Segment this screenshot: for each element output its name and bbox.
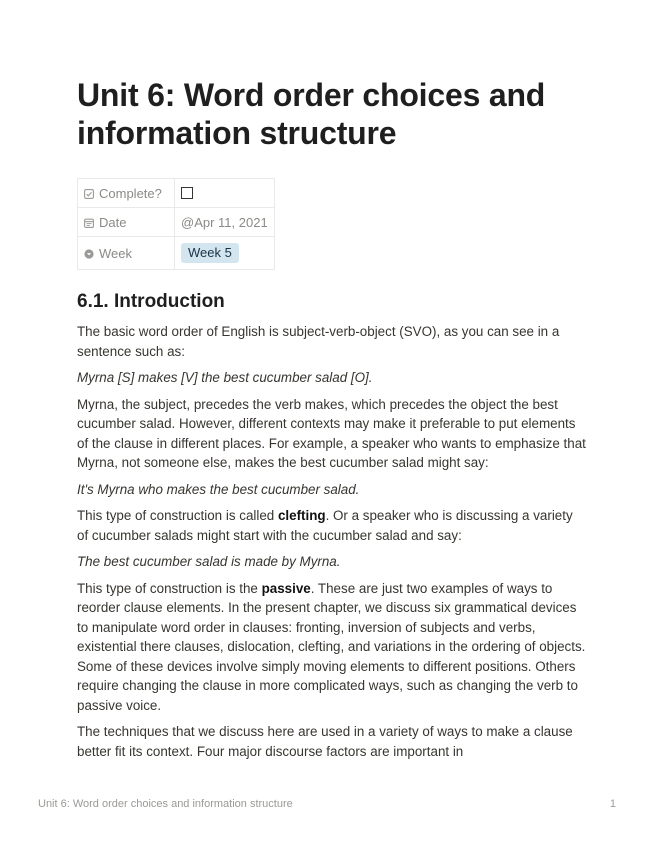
properties-table <box>77 178 275 270</box>
property-key-label: Complete? <box>99 185 162 201</box>
term-passive: passive <box>261 580 311 596</box>
text-fragment: This type of construction is the <box>77 580 262 596</box>
week-tag[interactable]: Week 5 <box>181 243 239 263</box>
calendar-icon <box>84 218 94 228</box>
footer-page-number: 1 <box>609 798 616 810</box>
complete-checkbox[interactable] <box>181 187 193 199</box>
paragraph-subject: Myrna, the subject, precedes the verb makes, which precedes the object the best cucumber salad. However, different contexts may make it preferable to put elements of the clause in different places. For example, a speaker who wants to emphasize that Myrna, not someone else, makes the best cucumber salad might say: <box>77 396 586 470</box>
paragraph-clefting <box>77 506 587 545</box>
property-key-date <box>78 208 175 237</box>
property-value-week <box>175 237 275 270</box>
property-key-complete <box>78 179 175 208</box>
property-key-week <box>78 237 175 270</box>
example-sentence-2: It's Myrna who makes the best cucumber salad. <box>77 481 360 497</box>
text-fragment: This type of construction is called <box>77 508 278 523</box>
property-row-complete <box>78 179 275 208</box>
property-row-date <box>78 208 275 237</box>
property-key-label: Week <box>99 245 132 261</box>
property-value-complete <box>175 179 275 208</box>
example-sentence-1: Myrna [S] makes [V] the best cucumber salad [O]. <box>77 370 373 385</box>
checkbox-icon <box>84 189 94 199</box>
paragraph-techniques: The techniques that we discuss here are used in a variety of ways to make a clause better fit its context. Four major discourse factors are important in <box>77 724 573 759</box>
text-fragment: . These are just two examples of ways to reorder clause elements. In the present chapter, we discuss six grammatical devices to manipulate word order in clauses: fronting, inversion of subjects and verbs, existential there clauses, dislocation, clefting, and variations in the ordering of objects. Some of these devices involve simply moving elements to different positions. Others require changing the clause in more complicated ways, such as changing the verb to passive voice. <box>77 580 586 713</box>
footer-title: Unit 6: Word order choices and information structure <box>38 798 293 810</box>
property-row-week <box>78 237 275 270</box>
example-sentence-3: The best cucumber salad is made by Myrna. <box>77 554 341 569</box>
page-footer <box>38 798 616 810</box>
term-clefting: clefting <box>277 508 326 523</box>
section-heading: 6.1. Introduction <box>77 291 225 312</box>
select-icon <box>84 249 94 259</box>
text-fragment: . Or a speaker who is discussing a variety of cucumber salads might start with the cucumber salad and say: <box>77 508 573 543</box>
property-value-date[interactable]: @Apr 11, 2021 <box>175 208 275 237</box>
paragraph-passive <box>77 579 587 716</box>
property-key-label: Date <box>99 214 127 230</box>
paragraph-intro: The basic word order of English is subject-verb-object (SVO), as you can see in a sentence such as: <box>77 324 560 359</box>
page-title: Unit 6: Word order choices and information structure <box>77 77 546 151</box>
document-page <box>77 76 587 768</box>
